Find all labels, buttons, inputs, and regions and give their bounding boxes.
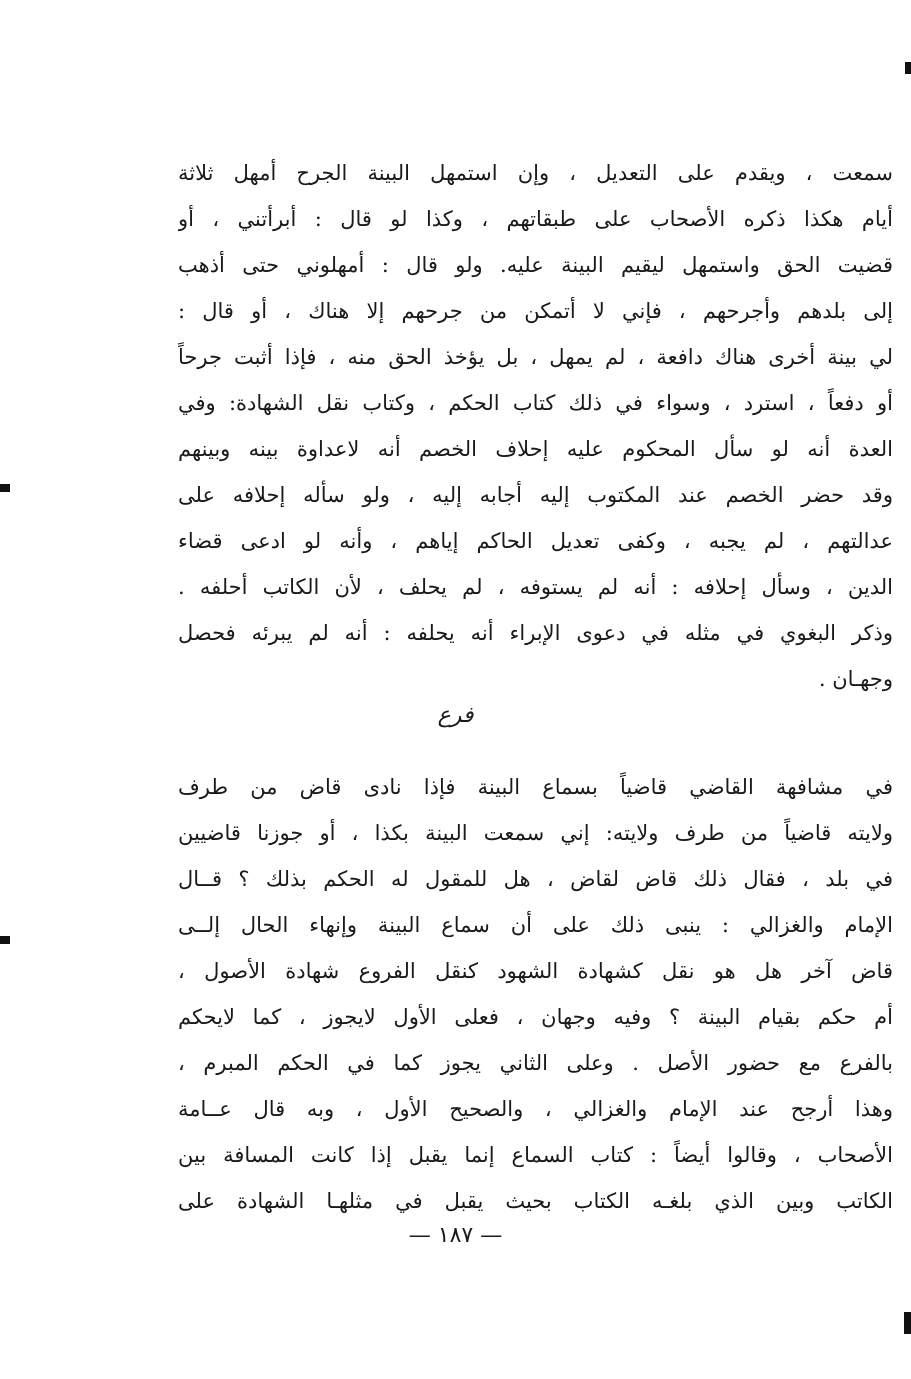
text-line: الإمام والغزالي : ينبى ذلك على أن سماع البينة وإنهاء الحال إلــى [178,913,893,937]
section-heading: فرع [437,703,474,728]
scan-edge-mark [0,484,10,492]
text-line: سمعت ، ويقدم على التعديل ، وإن استمهل البينة الجرح أمهل ثلاثة [178,161,893,185]
scan-edge-mark [905,62,911,74]
text-line: قضيت الحق واستمهل ليقيم البينة عليه. ولو قال : أمهلوني حتى أذهب [178,253,893,277]
text-line: الأصحاب ، وقالوا أيضاً : كتاب السماع إنما يقبل إذا كانت المسافة بين [178,1143,893,1167]
scan-edge-mark [0,936,10,944]
text-line: وذكر البغوي في مثله في دعوى الإبراء أنه يحلفه : أنه لم يبرئه فحصل [178,621,893,645]
text-line: إلى بلدهم وأجرحهم ، فإني لا أتمكن من جرحهم إلا هناك ، أو قال : [178,299,893,323]
text-line: الدين ، وسأل إحلافه : أنه لم يستوفه ، لم يحلف ، لأن الكاتب أحلفه . [178,575,893,599]
text-line: لي بينة أخرى هناك دافعة ، لم يمهل ، بل يؤخذ الحق منه ، فإذا أثبت جرحاً [178,345,893,369]
text-line: وهذا أرجح عند الإمام والغزالي ، والصحيح الأول ، وبه قال عــامة [178,1097,893,1121]
paragraph-2 [178,764,893,1224]
page-number: — ١٨٧ — [408,1223,503,1248]
text-line: وجهـان . [818,667,893,691]
text-line: قاض آخر هل هو نقل كشهادة الشهود كنقل الفروع شهادة الأصول ، [178,959,893,983]
text-line: في مشافهة القاضي قاضياً بسماع البينة فإذا نادى قاض من طرف [178,775,893,799]
text-line: أو دفعاً ، استرد ، وسواء في ذلك كتاب الحكم ، وكتاب نقل الشهادة: وفي [178,391,893,415]
text-line: أم حكم بقيام البينة ؟ وفيه وجهان ، فعلى الأول لايجوز ، كما لايحكم [178,1005,893,1029]
text-line: في بلد ، فقال ذلك قاض لقاض ، هل للمقول له الحكم بذلك ؟ قــال [178,867,893,891]
text-line: وقد حضر الخصم عند المكتوب إليه أجابه إليه ، ولو سأله إحلافه على [178,483,893,507]
text-line: عدالتهم ، لم يجبه ، وكفى تعديل الحاكم إياهم ، وأنه لو ادعى قضاء [178,529,893,553]
paragraph-1 [178,150,893,702]
text-line: ولايته قاضياً من طرف ولايته: إني سمعت البينة بكذا ، أو جوزنا قاضيين [178,821,893,845]
scan-edge-mark [904,1312,911,1334]
text-line: أيام هكذا ذكره الأصحاب على طبقاتهم ، وكذا لو قال : أبرأتني ، أو [178,207,893,231]
text-line: بالفرع مع حضور الأصل . وعلى الثاني يجوز كما في الحكم المبرم ، [178,1051,893,1075]
text-line: العدة أنه لو سأل المحكوم عليه إحلاف الخصم أنه لاعداوة بينه وبينهم [178,437,893,461]
text-line: الكاتب وبين الذي بلغـه الكتاب بحيث يقبل في مثلهـا الشهادة على [178,1189,893,1213]
